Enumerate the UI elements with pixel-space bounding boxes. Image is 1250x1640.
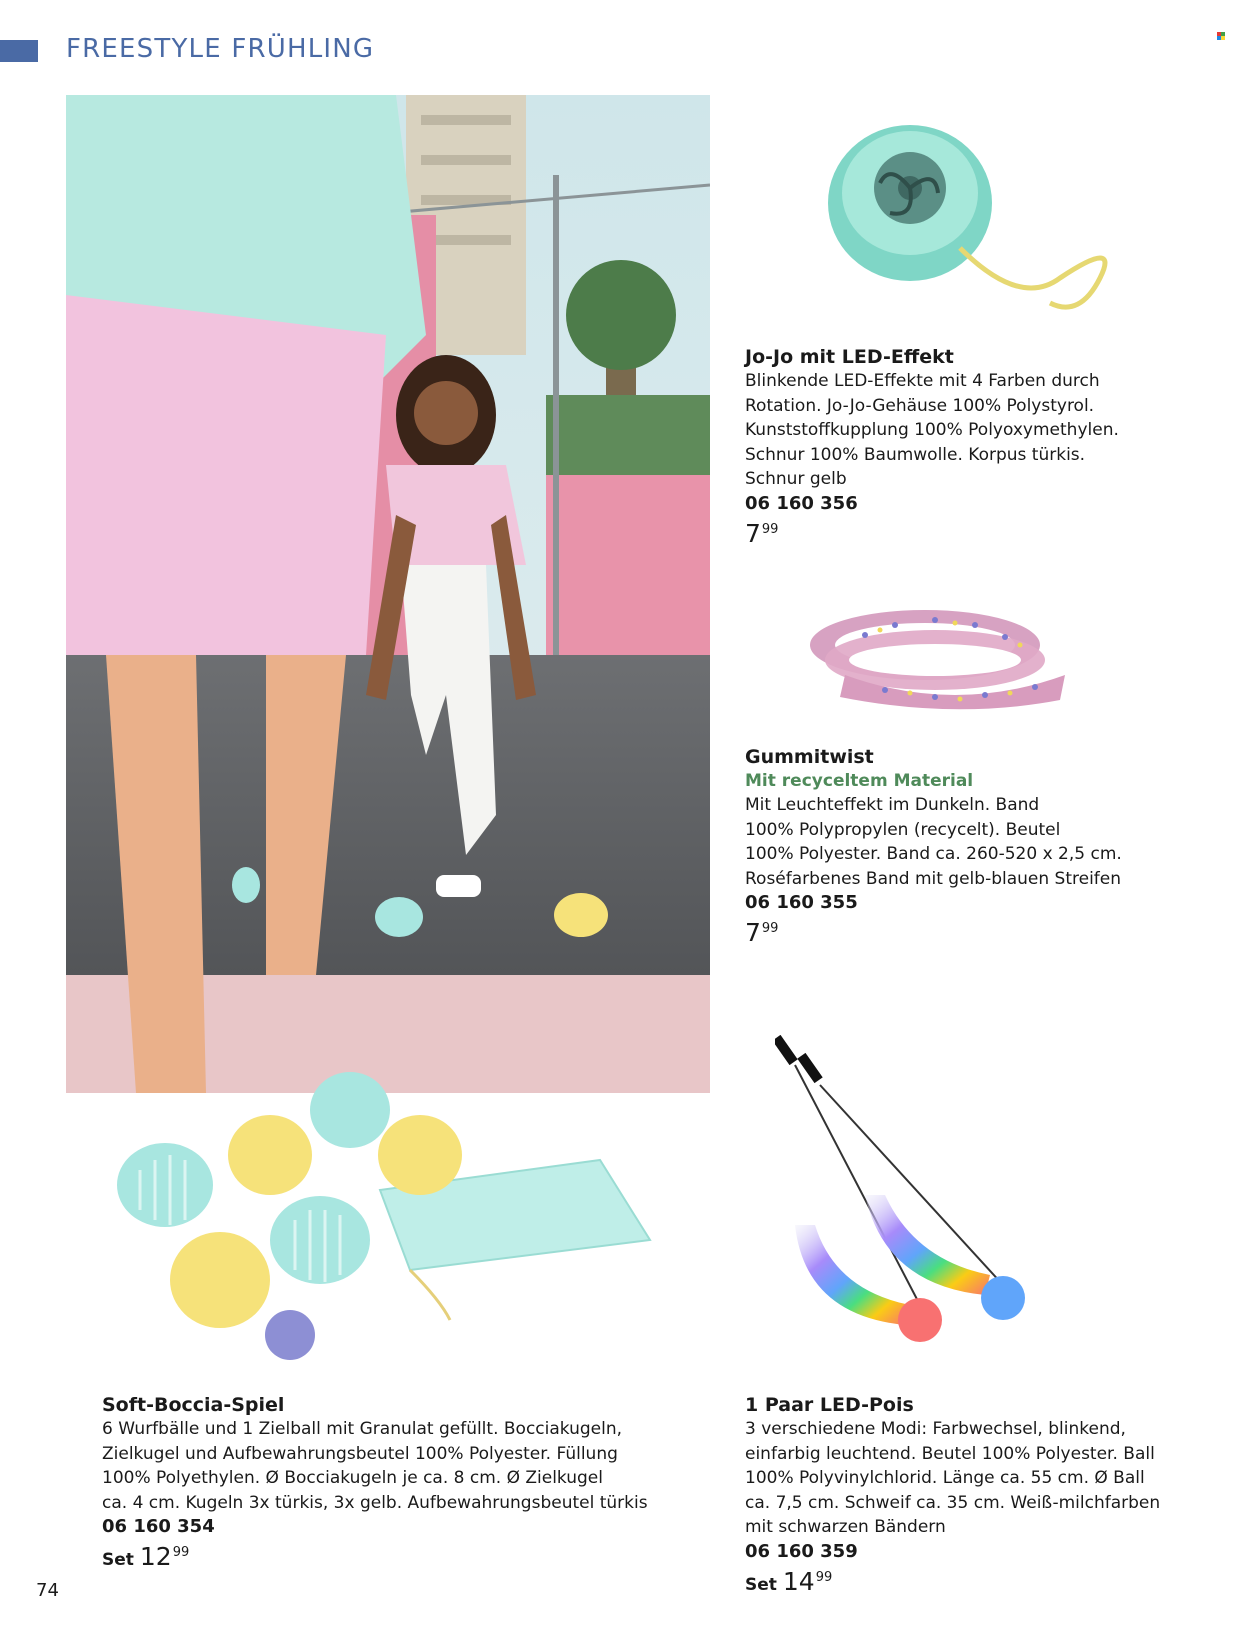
brand-logo-icon (1217, 32, 1225, 40)
product-subtitle: Mit recyceltem Material (745, 771, 974, 791)
desc-line: Rotation. Jo-Jo-Gehäuse 100% Polystyrol. (745, 395, 1095, 416)
desc-line: Blinkende LED-Effekte mit 4 Farben durch (745, 371, 1100, 391)
price-cents: 99 (761, 521, 779, 537)
price-cents: 99 (172, 1545, 190, 1560)
product-led-pois (745, 1393, 1225, 1600)
boccia-image (110, 1060, 670, 1360)
price-cents: 99 (761, 921, 779, 936)
desc-line: 6 Wurfbälle und 1 Zielball mit Granulat gefüllt. Bocciakugeln, (102, 1419, 623, 1439)
price (102, 1542, 682, 1575)
desc-line: einfarbig leuchtend. Beutel 100% Polyester. Ball (745, 1443, 1155, 1464)
product-boccia (102, 1393, 682, 1575)
header-accent-bar (0, 40, 38, 62)
price-main: 7 (745, 918, 761, 947)
desc-line: Mit Leuchteffekt im Dunkeln. Band (745, 795, 1040, 815)
product-gummitwist (745, 745, 1185, 948)
product-title: Gummitwist (745, 746, 874, 768)
product-jojo (745, 345, 1185, 549)
desc-line: mit schwarzen Bändern (745, 1517, 946, 1537)
desc-line: 100% Polyethylen. Ø Bocciakugeln je ca. 8 cm. Ø Zielkugel (102, 1468, 603, 1488)
page-title: FREESTYLE FRÜHLING (66, 34, 375, 64)
desc-line: 3 verschiedene Modi: Farbwechsel, blinkend, (745, 1419, 1126, 1439)
desc-line: Schnur gelb (745, 469, 847, 489)
product-description (745, 1417, 1225, 1540)
product-title: Jo-Jo mit LED-Effekt (745, 346, 954, 368)
article-number: 06 160 354 (102, 1516, 215, 1537)
lifestyle-photo (66, 95, 710, 1093)
price-prefix: Set (745, 1574, 777, 1595)
desc-line: 100% Polypropylen (recycelt). Beutel (745, 819, 1061, 840)
desc-line: 100% Polyvinylchlorid. Länge ca. 55 cm. Ø Ball (745, 1468, 1145, 1488)
price-cents: 99 (815, 1569, 833, 1585)
price-main: 7 (745, 518, 761, 548)
page-number: 74 (36, 1580, 59, 1601)
product-description (102, 1417, 682, 1515)
desc-line: Schnur 100% Baumwolle. Korpus türkis. (745, 444, 1086, 465)
price (745, 1567, 1225, 1600)
article-number: 06 160 359 (745, 1540, 858, 1562)
product-description (745, 793, 1185, 891)
desc-line: ca. 4 cm. Kugeln 3x türkis, 3x gelb. Aufbewahrungsbeutel türkis (102, 1492, 648, 1513)
product-title: Soft-Boccia-Spiel (102, 1394, 285, 1416)
price (745, 918, 1185, 948)
led-pois-image (775, 1035, 1085, 1365)
jojo-image (820, 108, 1140, 328)
price-main: 12 (139, 1542, 172, 1571)
article-number: 06 160 356 (745, 492, 858, 514)
desc-line: Roséfarbenes Band mit gelb-blauen Streifen (745, 868, 1122, 889)
product-title: 1 Paar LED-Pois (745, 1394, 914, 1416)
desc-line: 100% Polyester. Band ca. 260-520 x 2,5 cm. (745, 844, 1122, 864)
product-description (745, 369, 1185, 492)
desc-line: Zielkugel und Aufbewahrungsbeutel 100% Polyester. Füllung (102, 1443, 618, 1464)
desc-line: Kunststoffkupplung 100% Polyoxymethylen. (745, 420, 1119, 440)
price-main: 14 (782, 1566, 815, 1596)
gummitwist-image (805, 605, 1080, 715)
price-prefix: Set (102, 1550, 134, 1570)
article-number: 06 160 355 (745, 892, 858, 913)
desc-line: ca. 7,5 cm. Schweif ca. 35 cm. Weiß-milchfarben (745, 1492, 1161, 1513)
price (745, 519, 1185, 549)
